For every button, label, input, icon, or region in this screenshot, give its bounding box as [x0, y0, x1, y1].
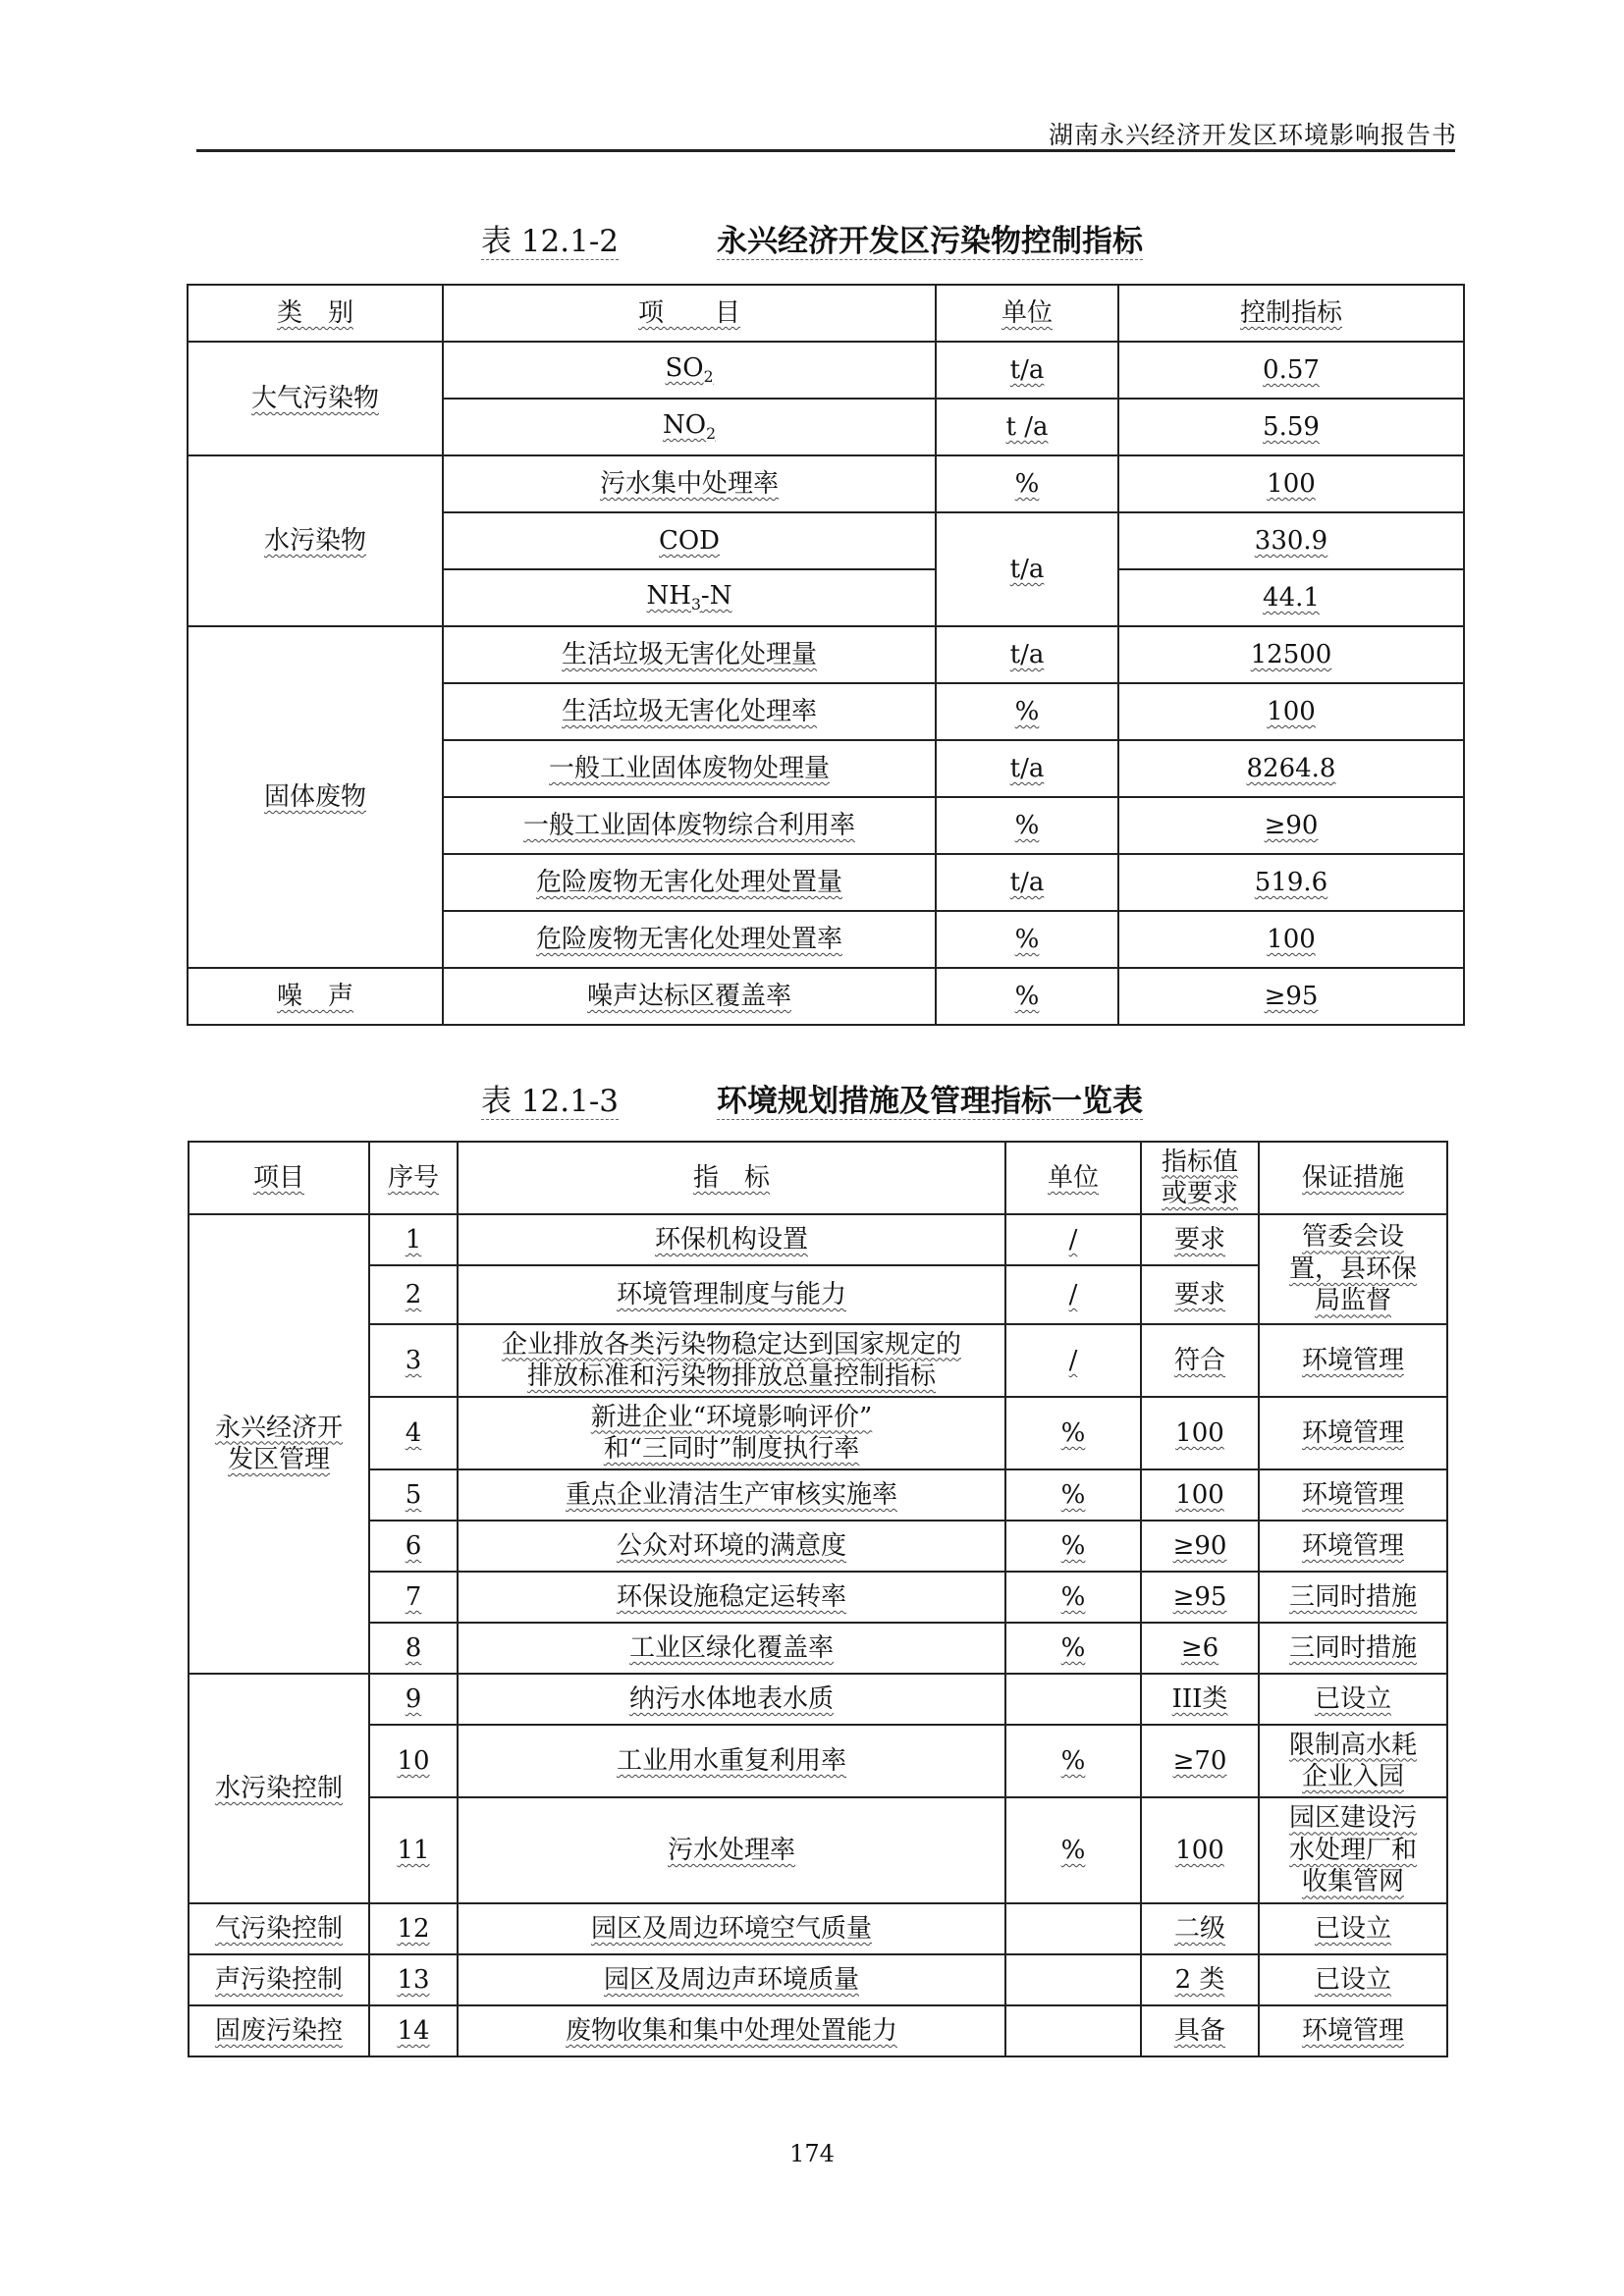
- indicator-cell: 企业排放各类污染物稳定达到国家规定的 排放标准和污染物排放总量控制指标: [501, 1329, 961, 1391]
- header-project: 项目: [252, 1162, 304, 1193]
- unit-cell: t/a: [1009, 354, 1045, 385]
- category-noise: 噪 声: [276, 981, 353, 1011]
- report-header-title: 湖南永兴经济开发区环境影响报告书: [1048, 121, 1457, 149]
- unit-cell: %: [1060, 1530, 1086, 1561]
- table-row: [189, 1572, 1447, 1623]
- measure-cell: 三同时措施: [1288, 1581, 1417, 1612]
- value-cell: 100: [1267, 924, 1316, 954]
- item-cell: 噪声达标区覆盖率: [586, 981, 791, 1011]
- seq-cell: 1: [405, 1224, 422, 1255]
- indicator-cell: 园区及周边环境空气质量: [590, 1913, 872, 1944]
- category-air: 大气污染物: [250, 383, 379, 413]
- value-cell: 5.59: [1263, 411, 1320, 442]
- indicator-cell: 环保设施稳定运转率: [616, 1581, 846, 1612]
- table2-number: 表 12.1-3: [480, 1084, 620, 1119]
- header-rule: [196, 149, 1455, 152]
- group-management: 永兴经济开 发区管理: [214, 1413, 343, 1474]
- item-cell: 生活垃圾无害化处理量: [561, 639, 817, 669]
- seq-cell: 13: [397, 1964, 430, 1995]
- header-unit: 单位: [1047, 1162, 1099, 1193]
- table-row: [189, 1521, 1447, 1572]
- item-cell: 生活垃圾无害化处理率: [561, 696, 817, 726]
- item-cell: 危险废物无害化处理处置量: [535, 867, 842, 897]
- table1-title: [0, 216, 1624, 260]
- measure-cell: 环境管理: [1301, 1479, 1404, 1510]
- item-cell: $NH_3-N$: [646, 581, 732, 614]
- unit-cell: t/a: [1009, 639, 1045, 669]
- item-cell: $SO_2$: [665, 353, 714, 387]
- req-cell: ≥90: [1172, 1530, 1227, 1561]
- req-cell: 100: [1175, 1479, 1224, 1510]
- table2-title: [0, 1076, 1624, 1120]
- header-unit: 单位: [1001, 297, 1053, 328]
- value-cell: 100: [1267, 696, 1316, 726]
- table-row: [189, 1674, 1447, 1725]
- value-cell: 44.1: [1263, 582, 1320, 613]
- unit-cell: /: [1068, 1345, 1078, 1375]
- unit-cell: %: [1060, 1632, 1086, 1663]
- unit-cell: t/a: [1009, 753, 1045, 783]
- measure-cell: 环境管理: [1301, 1345, 1404, 1375]
- unit-cell: %: [1060, 1479, 1086, 1510]
- category-water: 水污染物: [263, 525, 366, 556]
- indicator-cell: 废物收集和集中处理处置能力: [565, 2015, 897, 2046]
- table-row: [189, 1214, 1447, 1265]
- environment-planning-table: [188, 1141, 1448, 2057]
- table-row: [189, 1903, 1447, 1954]
- req-cell: 要求: [1173, 1279, 1225, 1309]
- value-cell: 330.9: [1254, 525, 1328, 556]
- seq-cell: 8: [405, 1632, 422, 1663]
- measure-cell: 已设立: [1314, 1913, 1391, 1944]
- unit-cell: %: [1060, 1745, 1086, 1776]
- measure-cell: 管委会设 置，县环保 局监督: [1288, 1222, 1417, 1316]
- value-cell: 12500: [1250, 639, 1332, 669]
- indicator-cell: 公众对环境的满意度: [616, 1530, 846, 1561]
- table1-number: 表 12.1-2: [480, 224, 620, 259]
- group-air: 气污染控制: [214, 1913, 343, 1944]
- seq-cell: 4: [405, 1417, 422, 1448]
- req-cell: 100: [1175, 1417, 1224, 1448]
- header-category: 类 别: [276, 297, 353, 328]
- value-cell: 0.57: [1263, 354, 1320, 385]
- table-row: [189, 1469, 1447, 1521]
- table-row: [188, 342, 1464, 399]
- table-row: [189, 2005, 1447, 2056]
- req-cell: 100: [1175, 1835, 1224, 1865]
- table2-caption: 环境规划措施及管理指标一览表: [717, 1084, 1144, 1119]
- indicator-cell: 污水处理率: [667, 1835, 795, 1865]
- seq-cell: 7: [405, 1581, 422, 1612]
- seq-cell: 14: [397, 2015, 430, 2046]
- item-cell: 危险废物无害化处理处置率: [535, 924, 842, 954]
- table-row: [188, 968, 1464, 1025]
- req-cell: III类: [1171, 1683, 1228, 1714]
- item-cell: 一般工业固体废物处理量: [548, 753, 830, 783]
- page-number: 174: [789, 2140, 835, 2167]
- indicator-cell: 新进企业“环境影响评价” 和“三同时”制度执行率: [590, 1402, 873, 1464]
- group-solid-waste: 固废污染控: [214, 2015, 343, 2046]
- req-cell: ≥70: [1172, 1745, 1227, 1776]
- table-row: [189, 1725, 1447, 1797]
- unit-cell: %: [1014, 696, 1040, 726]
- header-indicator: 指 标: [692, 1162, 770, 1193]
- value-cell: ≥95: [1264, 981, 1319, 1011]
- table-row: [188, 626, 1464, 683]
- measure-cell: 环境管理: [1301, 2015, 1404, 2046]
- measure-cell: 已设立: [1314, 1964, 1391, 1995]
- unit-cell: /: [1068, 1224, 1078, 1255]
- value-cell: 519.6: [1254, 867, 1328, 897]
- indicator-cell: 园区及周边声环境质量: [603, 1964, 859, 1995]
- unit-cell: /: [1068, 1279, 1078, 1309]
- item-cell: 一般工业固体废物综合利用率: [522, 810, 855, 840]
- value-cell: 100: [1267, 468, 1316, 499]
- table-row: [189, 1954, 1447, 2005]
- req-cell: 符合: [1173, 1345, 1225, 1375]
- table-row: [189, 1623, 1447, 1674]
- indicator-cell: 环保机构设置: [654, 1224, 808, 1255]
- pollutant-control-table: [187, 284, 1465, 1026]
- seq-cell: 12: [397, 1913, 430, 1944]
- req-cell: 要求: [1173, 1224, 1225, 1255]
- seq-cell: 9: [405, 1683, 422, 1714]
- measure-cell: 限制高水耗 企业入园: [1288, 1730, 1417, 1791]
- header-measure: 保证措施: [1301, 1162, 1404, 1193]
- unit-cell: %: [1014, 468, 1040, 499]
- unit-cell: %: [1014, 981, 1040, 1011]
- unit-cell: %: [1060, 1417, 1086, 1448]
- seq-cell: 10: [397, 1745, 430, 1776]
- header-control-index: 控制指标: [1239, 297, 1342, 328]
- item-cell: 污水集中处理率: [599, 468, 779, 499]
- table-row: [188, 455, 1464, 512]
- category-solid: 固体废物: [263, 781, 366, 812]
- indicator-cell: 纳污水体地表水质: [628, 1683, 834, 1714]
- seq-cell: 5: [405, 1479, 422, 1510]
- seq-cell: 2: [405, 1279, 422, 1309]
- indicator-cell: 环境管理制度与能力: [616, 1279, 846, 1309]
- req-cell: 2 类: [1174, 1964, 1225, 1995]
- item-cell: COD: [658, 525, 721, 556]
- header-seq: 序号: [387, 1162, 439, 1193]
- unit-cell: %: [1014, 810, 1040, 840]
- unit-cell: t/a: [1009, 554, 1045, 584]
- req-cell: ≥95: [1172, 1581, 1227, 1612]
- seq-cell: 6: [405, 1530, 422, 1561]
- measure-cell: 已设立: [1314, 1683, 1391, 1714]
- table-row: [189, 1265, 1447, 1324]
- item-cell: $NO_2$: [663, 410, 716, 444]
- measure-cell: 园区建设污 水处理厂和 收集管网: [1288, 1803, 1417, 1897]
- value-cell: ≥90: [1264, 810, 1319, 840]
- group-noise: 声污染控制: [214, 1964, 343, 1995]
- req-cell: 二级: [1173, 1913, 1225, 1944]
- measure-cell: 环境管理: [1301, 1417, 1404, 1448]
- value-cell: 8264.8: [1246, 753, 1336, 783]
- table-row: [189, 1397, 1447, 1469]
- req-cell: ≥6: [1180, 1632, 1219, 1663]
- table-row: [189, 1797, 1447, 1903]
- indicator-cell: 重点企业清洁生产审核实施率: [565, 1479, 897, 1510]
- indicator-cell: 工业区绿化覆盖率: [628, 1632, 834, 1663]
- seq-cell: 11: [397, 1835, 430, 1865]
- table-header-row: [188, 285, 1464, 342]
- table-row: [189, 1324, 1447, 1397]
- table-header-row: [189, 1142, 1447, 1214]
- measure-cell: 环境管理: [1301, 1530, 1404, 1561]
- header-requirement: 指标值 或要求: [1161, 1147, 1238, 1208]
- seq-cell: 3: [405, 1345, 422, 1375]
- table1-caption: 永兴经济开发区污染物控制指标: [717, 224, 1144, 259]
- unit-cell: %: [1060, 1835, 1086, 1865]
- header-item: 项 目: [637, 297, 740, 328]
- measure-cell: 三同时措施: [1288, 1632, 1417, 1663]
- unit-cell: t /a: [1005, 411, 1049, 442]
- req-cell: 具备: [1173, 2015, 1225, 2046]
- indicator-cell: 工业用水重复利用率: [616, 1745, 846, 1776]
- group-water: 水污染控制: [214, 1773, 343, 1803]
- unit-cell: %: [1014, 924, 1040, 954]
- unit-cell: %: [1060, 1581, 1086, 1612]
- unit-cell: t/a: [1009, 867, 1045, 897]
